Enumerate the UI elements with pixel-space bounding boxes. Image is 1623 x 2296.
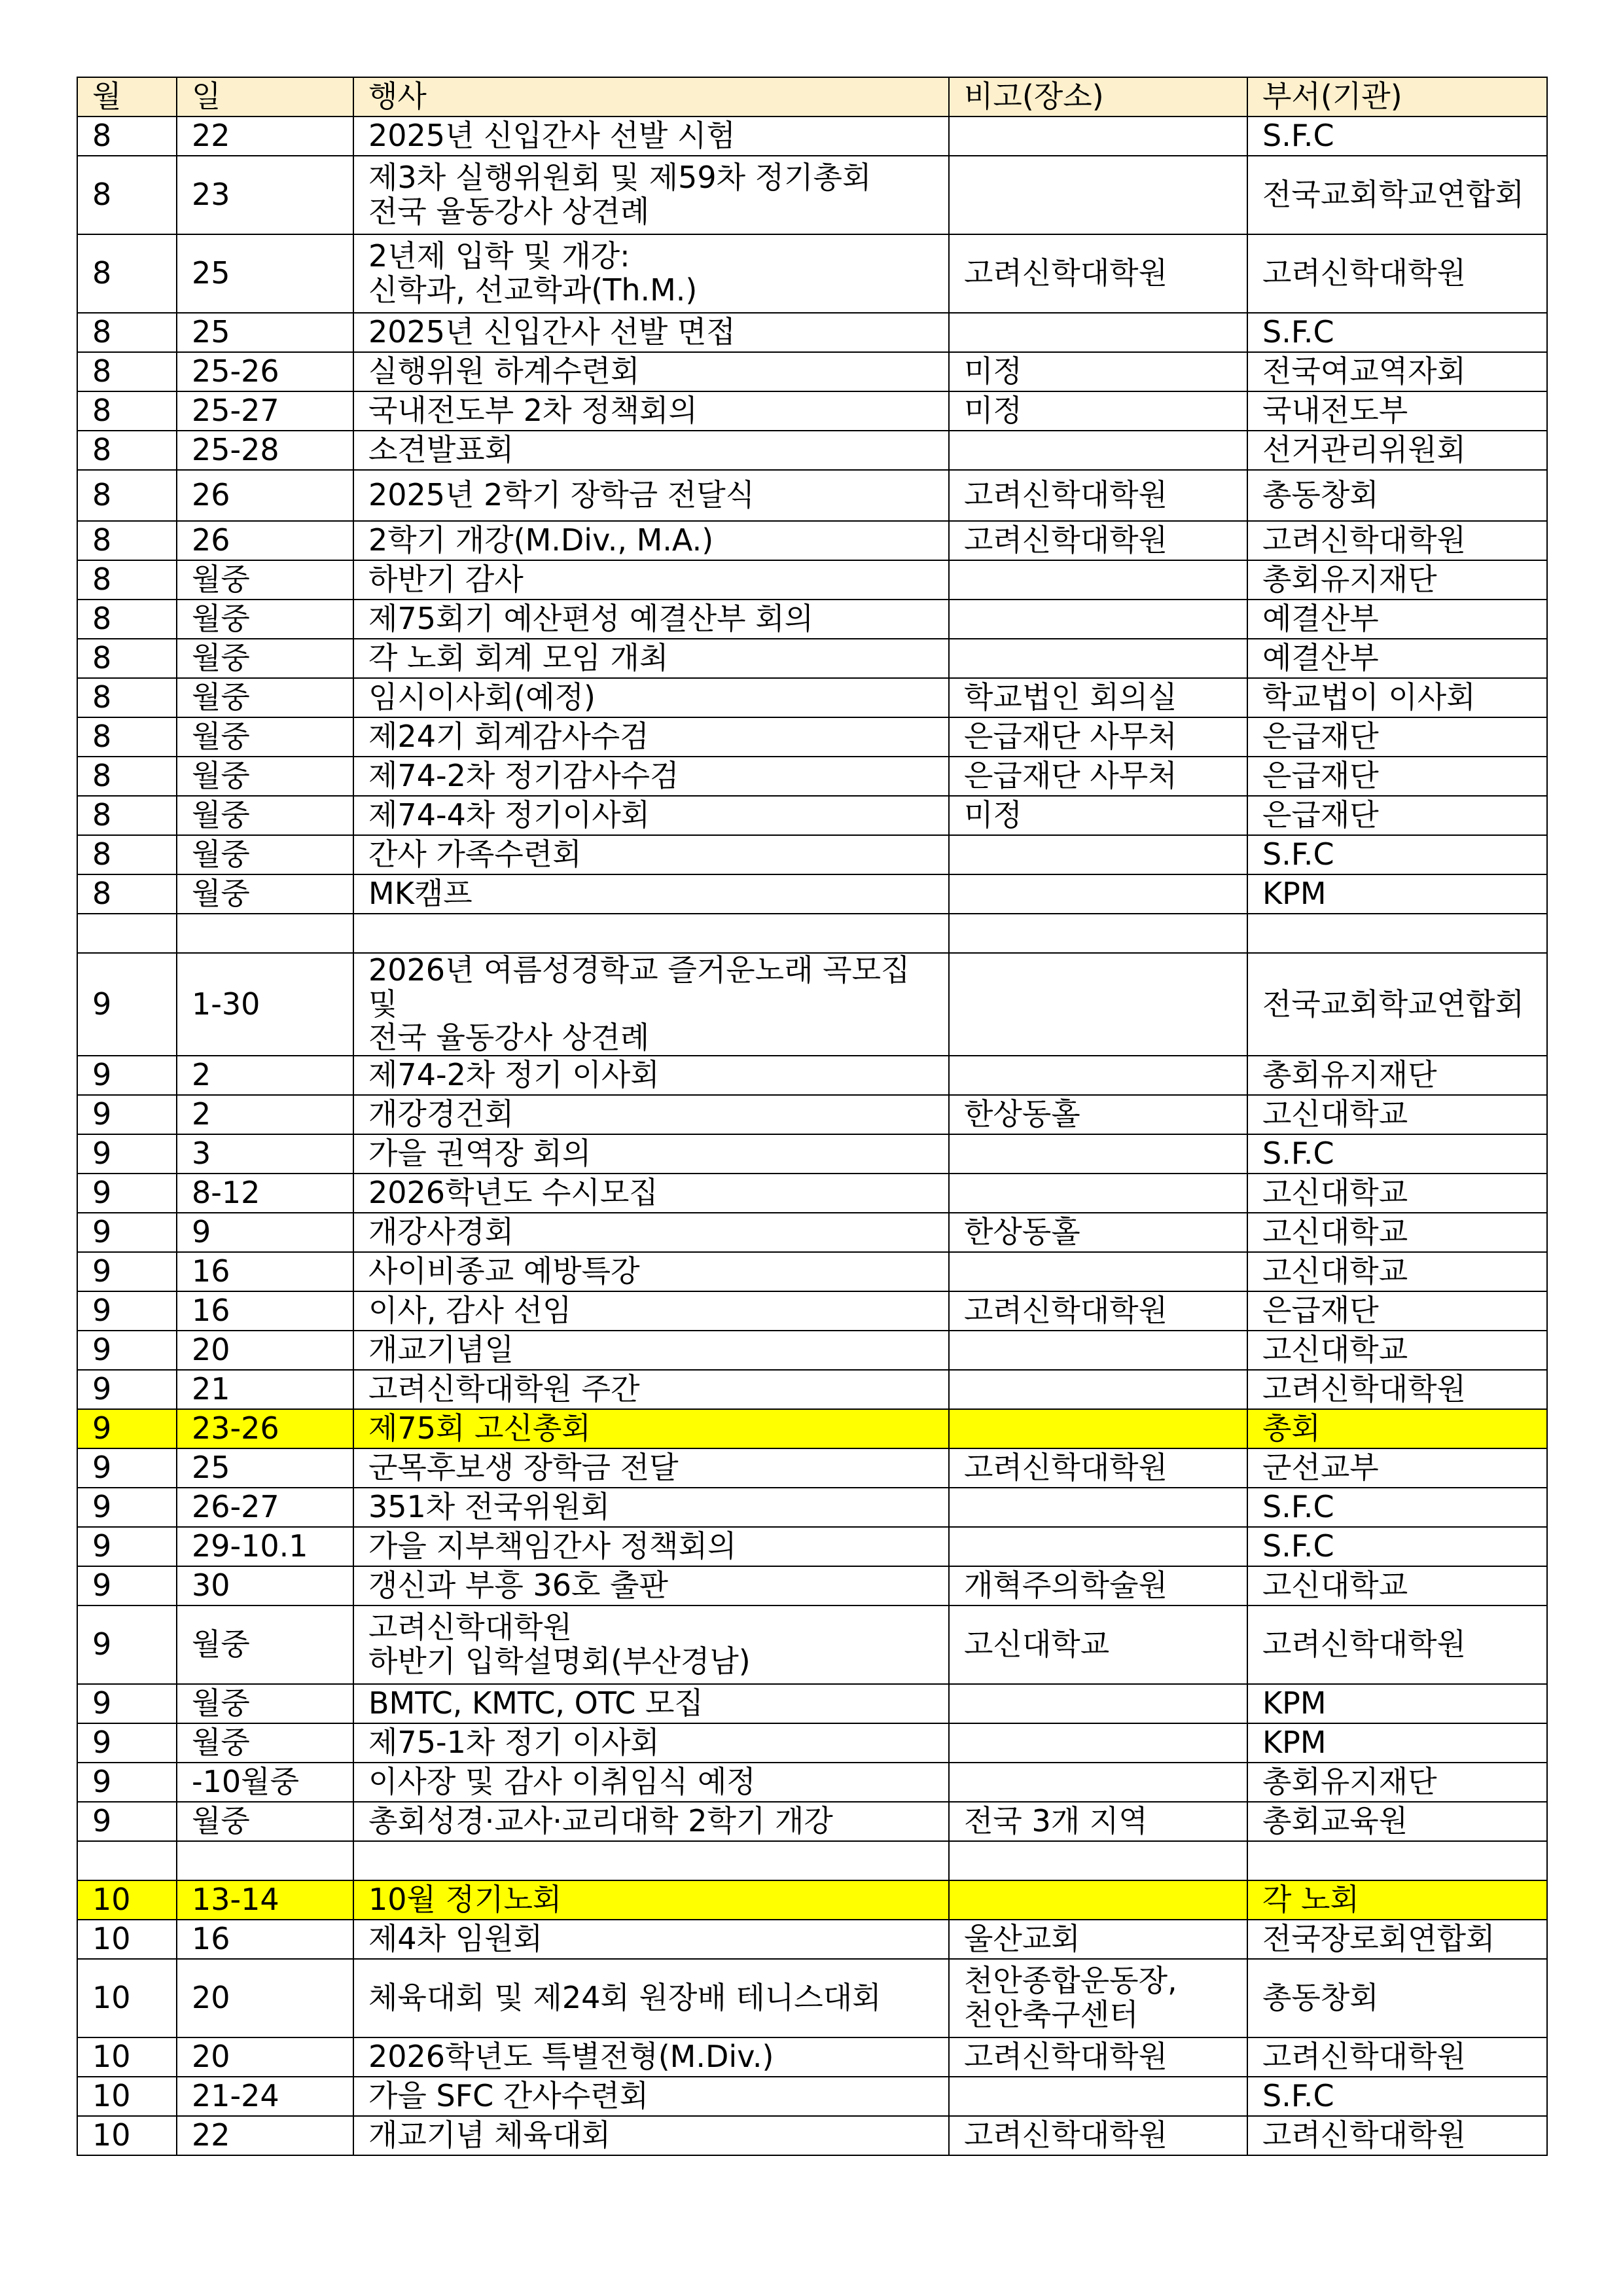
cell-dept: 고신대학교 [1247, 1213, 1547, 1252]
cell-dept: 고신대학교 [1247, 1566, 1547, 1605]
cell-day: 26 [177, 521, 353, 560]
cell-month: 8 [77, 352, 177, 391]
cell-dept: 예결산부 [1247, 639, 1547, 678]
cell-day: 29-10.1 [177, 1527, 353, 1566]
table-row [77, 1802, 1547, 1841]
cell-event: 하반기 감사 [353, 560, 949, 600]
cell-month: 9 [77, 1331, 177, 1370]
cell-month: 9 [77, 1409, 177, 1448]
cell-event: 고려신학대학원 주간 [353, 1370, 949, 1409]
cell-note [949, 1056, 1247, 1095]
cell-month: 9 [77, 1252, 177, 1291]
cell-event: 이사, 감사 선임 [353, 1291, 949, 1331]
cell-day: 월중 [177, 796, 353, 835]
cell-note: 은급재단 사무처 [949, 717, 1247, 757]
cell-day: 월중 [177, 600, 353, 639]
cell-day: 25 [177, 234, 353, 313]
cell-dept: KPM [1247, 1723, 1547, 1763]
cell-note [949, 835, 1247, 874]
cell-event: 2025년 신입간사 선발 시험 [353, 117, 949, 156]
cell-month: 9 [77, 1134, 177, 1174]
table-row [77, 1527, 1547, 1566]
cell-note [949, 1488, 1247, 1527]
cell-note: 한상동홀 [949, 1213, 1247, 1252]
cell-note: 고려신학대학원 [949, 521, 1247, 560]
cell-day: 월중 [177, 560, 353, 600]
cell-day: 월중 [177, 1723, 353, 1763]
cell-note [949, 1880, 1247, 1920]
table-row [77, 1880, 1547, 1920]
cell-note [949, 1174, 1247, 1213]
cell-event: 고려신학대학원 하반기 입학설명회(부산경남) [353, 1605, 949, 1684]
header-month: 월 [77, 77, 177, 117]
cell-day: 16 [177, 1252, 353, 1291]
header-event: 행사 [353, 77, 949, 117]
cell-note [949, 1331, 1247, 1370]
schedule-table [77, 77, 1548, 2156]
cell-day: 26-27 [177, 1488, 353, 1527]
table-row [77, 874, 1547, 914]
cell-note: 고려신학대학원 [949, 1291, 1247, 1331]
table-row [77, 431, 1547, 470]
cell-month: 8 [77, 874, 177, 914]
header-row [77, 77, 1547, 117]
cell-event: 이사장 및 감사 이취임식 예정 [353, 1763, 949, 1802]
header-day: 일 [177, 77, 353, 117]
cell-month: 9 [77, 1527, 177, 1566]
cell-dept: 고려신학대학원 [1247, 1370, 1547, 1409]
table-header [77, 77, 1547, 117]
cell-note: 고려신학대학원 [949, 470, 1247, 521]
cell-note [949, 1841, 1247, 1880]
cell-month: 8 [77, 678, 177, 717]
cell-month: 10 [77, 1959, 177, 2037]
cell-month: 9 [77, 1488, 177, 1527]
cell-day: 1-30 [177, 953, 353, 1056]
table-row [77, 560, 1547, 600]
cell-day: 20 [177, 2037, 353, 2077]
table-row [77, 391, 1547, 431]
table-row [77, 470, 1547, 521]
cell-month: 8 [77, 391, 177, 431]
cell-event: 2026년 여름성경학교 즐거운노래 곡모집 및 전국 율동강사 상견례 [353, 953, 949, 1056]
cell-day: 21 [177, 1370, 353, 1409]
cell-note: 전국 3개 지역 [949, 1802, 1247, 1841]
cell-event: 제24기 회계감사수검 [353, 717, 949, 757]
cell-event: 개교기념 체육대회 [353, 2116, 949, 2155]
cell-event: 개강사경회 [353, 1213, 949, 1252]
cell-dept: 고려신학대학원 [1247, 234, 1547, 313]
cell-event: 2025년 신입간사 선발 면접 [353, 313, 949, 352]
cell-dept: 군선교부 [1247, 1448, 1547, 1488]
cell-note: 학교법인 회의실 [949, 678, 1247, 717]
table-row [77, 953, 1547, 1056]
cell-event: 개교기념일 [353, 1331, 949, 1370]
cell-event: 가을 권역장 회의 [353, 1134, 949, 1174]
cell-dept: 예결산부 [1247, 600, 1547, 639]
table-row [77, 1174, 1547, 1213]
cell-event: 가을 지부책임간사 정책회의 [353, 1527, 949, 1566]
cell-month: 8 [77, 156, 177, 234]
cell-day: 월중 [177, 757, 353, 796]
cell-day: 16 [177, 1920, 353, 1959]
cell-day: -10월중 [177, 1763, 353, 1802]
cell-note [949, 1527, 1247, 1566]
cell-month: 9 [77, 1763, 177, 1802]
cell-dept: 은급재단 [1247, 1291, 1547, 1331]
table-row [77, 1370, 1547, 1409]
table-row [77, 1213, 1547, 1252]
cell-dept: 총동창회 [1247, 1959, 1547, 2037]
cell-dept: 고려신학대학원 [1247, 2037, 1547, 2077]
cell-day: 26 [177, 470, 353, 521]
cell-event: 2026학년도 수시모집 [353, 1174, 949, 1213]
cell-dept: 은급재단 [1247, 717, 1547, 757]
cell-event: 10월 정기노회 [353, 1880, 949, 1920]
cell-event: 2025년 2학기 장학금 전달식 [353, 470, 949, 521]
cell-month: 9 [77, 1291, 177, 1331]
cell-note [949, 1684, 1247, 1723]
cell-event: 2학기 개강(M.Div., M.A.) [353, 521, 949, 560]
cell-dept: 각 노회 [1247, 1880, 1547, 1920]
spacer-row [77, 1841, 1547, 1880]
cell-note: 한상동홀 [949, 1095, 1247, 1134]
cell-dept: 고려신학대학원 [1247, 2116, 1547, 2155]
cell-day: 월중 [177, 1684, 353, 1723]
cell-event [353, 1841, 949, 1880]
cell-note [949, 156, 1247, 234]
table-row [77, 796, 1547, 835]
cell-event: 제75회기 예산편성 예결산부 회의 [353, 600, 949, 639]
header-note: 비고(장소) [949, 77, 1247, 117]
table-row [77, 1331, 1547, 1370]
cell-dept: 총회교육원 [1247, 1802, 1547, 1841]
cell-month: 8 [77, 757, 177, 796]
table-row [77, 352, 1547, 391]
cell-day: 13-14 [177, 1880, 353, 1920]
cell-day: 16 [177, 1291, 353, 1331]
cell-day: 25-27 [177, 391, 353, 431]
cell-event: 2년제 입학 및 개강: 신학과, 선교학과(Th.M.) [353, 234, 949, 313]
cell-event: 제74-2차 정기 이사회 [353, 1056, 949, 1095]
cell-event: 사이비종교 예방특강 [353, 1252, 949, 1291]
cell-event: 2026학년도 특별전형(M.Div.) [353, 2037, 949, 2077]
cell-event: 제75-1차 정기 이사회 [353, 1723, 949, 1763]
cell-month: 9 [77, 1605, 177, 1684]
cell-note: 개혁주의학술원 [949, 1566, 1247, 1605]
cell-dept: S.F.C [1247, 1488, 1547, 1527]
cell-month: 9 [77, 1802, 177, 1841]
cell-event: 체육대회 및 제24회 원장배 테니스대회 [353, 1959, 949, 2037]
cell-dept: 총회 [1247, 1409, 1547, 1448]
cell-day: 월중 [177, 639, 353, 678]
table-body [77, 117, 1547, 2155]
cell-month: 9 [77, 1095, 177, 1134]
cell-day: 월중 [177, 835, 353, 874]
cell-day: 월중 [177, 1605, 353, 1684]
cell-month: 8 [77, 431, 177, 470]
cell-note: 고려신학대학원 [949, 2116, 1247, 2155]
cell-dept: 총회유지재단 [1247, 560, 1547, 600]
cell-dept: KPM [1247, 874, 1547, 914]
cell-month: 10 [77, 1920, 177, 1959]
cell-dept: S.F.C [1247, 117, 1547, 156]
cell-event: 가을 SFC 간사수련회 [353, 2077, 949, 2116]
table-row [77, 757, 1547, 796]
table-row [77, 1448, 1547, 1488]
table-row [77, 835, 1547, 874]
spacer-row [77, 914, 1547, 953]
cell-note [949, 2077, 1247, 2116]
table-row [77, 1134, 1547, 1174]
cell-dept: S.F.C [1247, 835, 1547, 874]
cell-event: 소견발표회 [353, 431, 949, 470]
cell-dept: KPM [1247, 1684, 1547, 1723]
cell-note [949, 117, 1247, 156]
cell-event: 군목후보생 장학금 전달 [353, 1448, 949, 1488]
cell-month: 8 [77, 470, 177, 521]
cell-event: 제74-4차 정기이사회 [353, 796, 949, 835]
cell-note [949, 914, 1247, 953]
cell-note: 미정 [949, 391, 1247, 431]
table-row [77, 156, 1547, 234]
cell-event: 제4차 임원회 [353, 1920, 949, 1959]
cell-note: 미정 [949, 352, 1247, 391]
cell-month: 8 [77, 234, 177, 313]
cell-note: 고신대학교 [949, 1605, 1247, 1684]
cell-month: 9 [77, 1213, 177, 1252]
cell-note [949, 600, 1247, 639]
cell-day: 25 [177, 313, 353, 352]
cell-month: 9 [77, 1370, 177, 1409]
table-row [77, 717, 1547, 757]
cell-month: 8 [77, 117, 177, 156]
table-row [77, 313, 1547, 352]
header-dept: 부서(기관) [1247, 77, 1547, 117]
cell-event: 351차 전국위원회 [353, 1488, 949, 1527]
cell-month: 9 [77, 953, 177, 1056]
cell-note [949, 1370, 1247, 1409]
cell-dept: 고신대학교 [1247, 1252, 1547, 1291]
table-row [77, 1723, 1547, 1763]
cell-month: 10 [77, 1880, 177, 1920]
table-row [77, 1488, 1547, 1527]
cell-day: 23 [177, 156, 353, 234]
cell-day: 2 [177, 1095, 353, 1134]
cell-event: 국내전도부 2차 정책회의 [353, 391, 949, 431]
cell-month: 10 [77, 2077, 177, 2116]
cell-dept: 총동창회 [1247, 470, 1547, 521]
cell-month [77, 1841, 177, 1880]
cell-dept: 고신대학교 [1247, 1331, 1547, 1370]
cell-month: 8 [77, 521, 177, 560]
cell-dept: 학교법이 이사회 [1247, 678, 1547, 717]
table-row [77, 1959, 1547, 2037]
cell-dept: S.F.C [1247, 1527, 1547, 1566]
cell-note [949, 874, 1247, 914]
cell-day: 22 [177, 2116, 353, 2155]
cell-month: 9 [77, 1174, 177, 1213]
cell-event: 제74-2차 정기감사수검 [353, 757, 949, 796]
cell-event: 총회성경·교사·교리대학 2학기 개강 [353, 1802, 949, 1841]
cell-day: 2 [177, 1056, 353, 1095]
table-row [77, 1605, 1547, 1684]
cell-month [77, 914, 177, 953]
cell-month: 9 [77, 1448, 177, 1488]
cell-event [353, 914, 949, 953]
cell-note: 고려신학대학원 [949, 234, 1247, 313]
table-row [77, 2116, 1547, 2155]
cell-day: 25-26 [177, 352, 353, 391]
cell-note [949, 953, 1247, 1056]
cell-dept: 전국교회학교연합회 [1247, 953, 1547, 1056]
cell-note [949, 313, 1247, 352]
cell-month: 9 [77, 1056, 177, 1095]
cell-day: 월중 [177, 717, 353, 757]
cell-event: 개강경건회 [353, 1095, 949, 1134]
table-row [77, 1056, 1547, 1095]
table-row [77, 117, 1547, 156]
table-row [77, 1920, 1547, 1959]
cell-day: 월중 [177, 1802, 353, 1841]
cell-note: 은급재단 사무처 [949, 757, 1247, 796]
table-row [77, 1684, 1547, 1723]
cell-dept: 전국여교역자회 [1247, 352, 1547, 391]
cell-dept: 고려신학대학원 [1247, 521, 1547, 560]
cell-event: 각 노회 회계 모임 개최 [353, 639, 949, 678]
cell-month: 10 [77, 2116, 177, 2155]
cell-day: 월중 [177, 678, 353, 717]
cell-event: 간사 가족수련회 [353, 835, 949, 874]
cell-dept [1247, 914, 1547, 953]
cell-month: 8 [77, 600, 177, 639]
cell-dept: S.F.C [1247, 2077, 1547, 2116]
cell-month: 8 [77, 560, 177, 600]
cell-month: 8 [77, 835, 177, 874]
cell-day: 25 [177, 1448, 353, 1488]
cell-month: 8 [77, 313, 177, 352]
cell-note [949, 560, 1247, 600]
cell-note [949, 1252, 1247, 1291]
cell-dept: 고신대학교 [1247, 1095, 1547, 1134]
cell-dept: S.F.C [1247, 1134, 1547, 1174]
cell-dept: 전국장로회연합회 [1247, 1920, 1547, 1959]
cell-day [177, 914, 353, 953]
table-row [77, 1252, 1547, 1291]
cell-day: 23-26 [177, 1409, 353, 1448]
cell-month: 10 [77, 2037, 177, 2077]
cell-note: 고려신학대학원 [949, 2037, 1247, 2077]
cell-month: 9 [77, 1566, 177, 1605]
cell-month: 9 [77, 1684, 177, 1723]
cell-day: 30 [177, 1566, 353, 1605]
cell-event: 갱신과 부흥 36호 출판 [353, 1566, 949, 1605]
cell-event: MK캠프 [353, 874, 949, 914]
cell-event: 실행위원 하계수련회 [353, 352, 949, 391]
table-row [77, 639, 1547, 678]
cell-event: 임시이사회(예정) [353, 678, 949, 717]
cell-dept: 국내전도부 [1247, 391, 1547, 431]
cell-day: 21-24 [177, 2077, 353, 2116]
cell-note [949, 1134, 1247, 1174]
table-row [77, 1409, 1547, 1448]
table-row [77, 600, 1547, 639]
cell-dept: 선거관리위원회 [1247, 431, 1547, 470]
cell-month: 8 [77, 717, 177, 757]
cell-day: 9 [177, 1213, 353, 1252]
cell-event: 제75회 고신총회 [353, 1409, 949, 1448]
cell-note [949, 639, 1247, 678]
cell-note: 고려신학대학원 [949, 1448, 1247, 1488]
cell-month: 8 [77, 796, 177, 835]
cell-month: 8 [77, 639, 177, 678]
table-row [77, 521, 1547, 560]
table-row [77, 2077, 1547, 2116]
cell-month: 9 [77, 1723, 177, 1763]
table-row [77, 1291, 1547, 1331]
cell-dept: 총회유지재단 [1247, 1056, 1547, 1095]
cell-day: 20 [177, 1331, 353, 1370]
cell-dept: 고신대학교 [1247, 1174, 1547, 1213]
cell-note [949, 1763, 1247, 1802]
table-row [77, 1095, 1547, 1134]
cell-day: 22 [177, 117, 353, 156]
cell-dept: 고려신학대학원 [1247, 1605, 1547, 1684]
cell-note [949, 1723, 1247, 1763]
cell-dept: 은급재단 [1247, 757, 1547, 796]
cell-note: 미정 [949, 796, 1247, 835]
cell-day: 20 [177, 1959, 353, 2037]
cell-dept: 은급재단 [1247, 796, 1547, 835]
cell-note [949, 1409, 1247, 1448]
cell-dept [1247, 1841, 1547, 1880]
cell-day: 25-28 [177, 431, 353, 470]
cell-event: 제3차 실행위원회 및 제59차 정기총회 전국 율동강사 상견례 [353, 156, 949, 234]
cell-dept: 총회유지재단 [1247, 1763, 1547, 1802]
table-row [77, 1566, 1547, 1605]
cell-day: 월중 [177, 874, 353, 914]
cell-day: 8-12 [177, 1174, 353, 1213]
cell-dept: S.F.C [1247, 313, 1547, 352]
table-row [77, 234, 1547, 313]
cell-dept: 전국교회학교연합회 [1247, 156, 1547, 234]
cell-day: 3 [177, 1134, 353, 1174]
cell-note [949, 431, 1247, 470]
table-row [77, 1763, 1547, 1802]
cell-day [177, 1841, 353, 1880]
cell-event: BMTC, KMTC, OTC 모집 [353, 1684, 949, 1723]
table-row [77, 678, 1547, 717]
cell-note: 천안종합운동장, 천안축구센터 [949, 1959, 1247, 2037]
table-row [77, 2037, 1547, 2077]
cell-note: 울산교회 [949, 1920, 1247, 1959]
